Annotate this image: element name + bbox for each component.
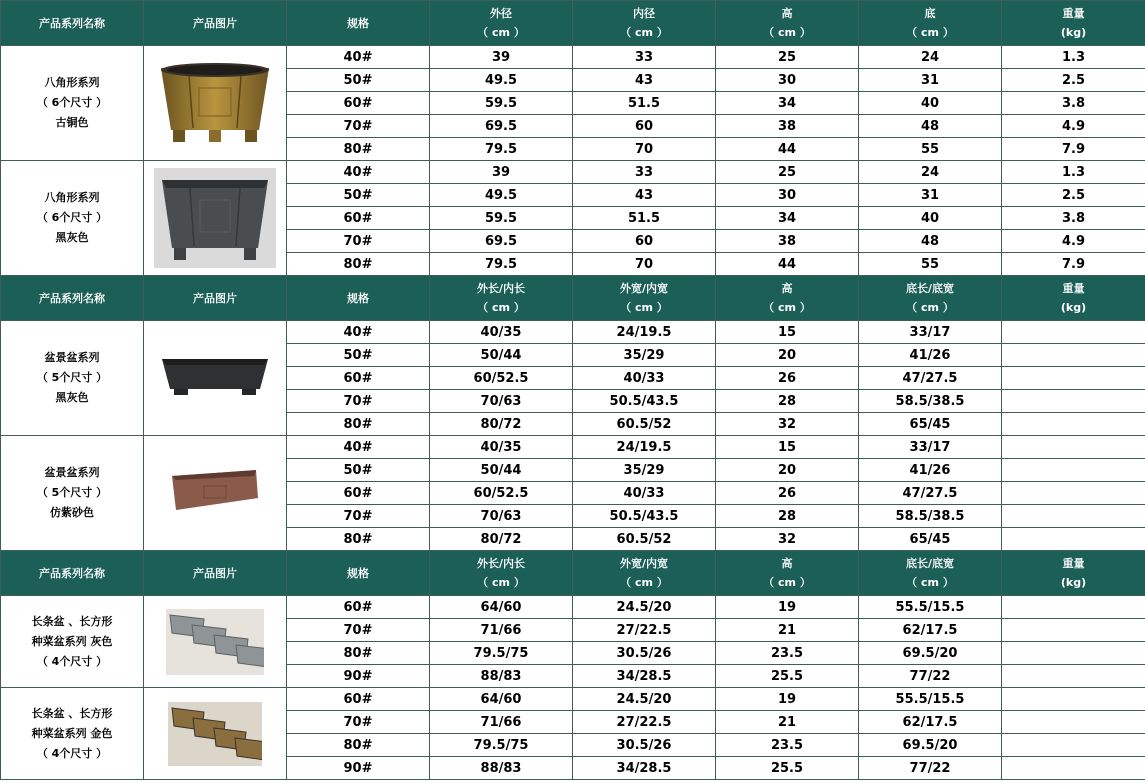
header-unit: （ cm ） [620,576,668,589]
header-cell [716,276,859,321]
cell-spec: 60# [287,367,430,390]
cell-dim-1: 79.5 [430,253,573,276]
cell-spec: 50# [287,344,430,367]
table-row [1,688,1145,711]
series-name-line: （ 6个尺寸 ） [36,96,108,109]
header-cell [573,551,716,596]
cell-spec: 80# [287,528,430,551]
cell-dim-2: 27/22.5 [573,619,716,642]
cell-base: 65/45 [859,528,1002,551]
cell-dim-1: 88/83 [430,757,573,780]
cell-base: 40 [859,92,1002,115]
cell-spec: 60# [287,596,430,619]
series-name-line: 长条盆 、长方形 [31,614,113,628]
series-name-line: 盆景盆系列 [44,351,100,364]
header-cell [573,1,716,46]
cell-spec: 70# [287,230,430,253]
header-label: 高 [781,557,793,570]
cell-height: 23.5 [716,642,859,665]
header-cell [859,276,1002,321]
series-name-cell [1,321,144,436]
cell-base: 24 [859,161,1002,184]
section-header-row [1,276,1145,321]
header-label: 外径 [490,7,512,20]
cell-height: 21 [716,711,859,734]
cell-dim-2: 43 [573,69,716,92]
octagonal-pot-gray-photo [144,161,287,276]
cell-spec: 60# [287,92,430,115]
cell-dim-1: 49.5 [430,184,573,207]
series-name-line: 八角形系列 [44,191,100,204]
cell-spec: 70# [287,505,430,528]
header-unit: （ cm ） [906,26,954,39]
cell-dim-2: 24.5/20 [573,688,716,711]
cell-weight [1002,619,1145,642]
cell-weight: 3.8 [1002,207,1145,230]
header-unit: （ cm ） [477,301,525,314]
cell-dim-1: 50/44 [430,344,573,367]
cell-spec: 70# [287,390,430,413]
cell-height: 30 [716,184,859,207]
header-unit: （ cm ） [620,26,668,39]
header-unit: (kg) [1060,26,1087,39]
cell-weight [1002,711,1145,734]
cell-base: 58.5/38.5 [859,390,1002,413]
cell-dim-1: 80/72 [430,413,573,436]
cell-dim-2: 33 [573,161,716,184]
cell-base: 77/22 [859,757,1002,780]
cell-dim-2: 51.5 [573,92,716,115]
cell-height: 38 [716,115,859,138]
cell-base: 47/27.5 [859,482,1002,505]
cell-dim-1: 59.5 [430,92,573,115]
header-cell [1002,1,1145,46]
header-label: 外宽/内宽 [619,282,669,295]
cell-dim-1: 70/63 [430,390,573,413]
cell-dim-1: 70/63 [430,505,573,528]
series-name-line: 盆景盆系列 [44,466,100,479]
cell-dim-1: 69.5 [430,230,573,253]
cell-spec: 60# [287,482,430,505]
cell-spec: 70# [287,115,430,138]
header-cell: 产品图片 [144,551,287,596]
cell-dim-2: 30.5/26 [573,734,716,757]
cell-spec: 50# [287,69,430,92]
cell-dim-2: 43 [573,184,716,207]
series-name-line: （ 4个尺寸 ） [36,654,108,668]
cell-weight [1002,436,1145,459]
cell-spec: 50# [287,459,430,482]
header-unit: （ cm ） [763,301,811,314]
header-cell: 产品系列名称 [1,276,144,321]
bonsai-pot-purple-clay-photo [144,436,287,551]
cell-weight [1002,413,1145,436]
cell-dim-2: 24/19.5 [573,321,716,344]
cell-height: 21 [716,619,859,642]
table-row [1,436,1145,459]
series-name-line: 长条盆 、长方形 [31,706,113,720]
header-unit: （ cm ） [763,576,811,589]
cell-weight: 7.9 [1002,138,1145,161]
cell-spec: 40# [287,321,430,344]
header-unit: (kg) [1060,576,1087,589]
header-unit: （ cm ） [906,576,954,589]
header-cell: 产品系列名称 [1,1,144,46]
cell-base: 33/17 [859,321,1002,344]
cell-spec: 90# [287,757,430,780]
cell-dim-1: 69.5 [430,115,573,138]
series-name-cell [1,436,144,551]
series-name-line: （ 5个尺寸 ） [36,486,108,499]
cell-base: 48 [859,115,1002,138]
cell-weight [1002,757,1145,780]
cell-dim-1: 80/72 [430,528,573,551]
cell-dim-1: 40/35 [430,321,573,344]
header-cell [573,276,716,321]
header-cell [1002,551,1145,596]
cell-base: 58.5/38.5 [859,505,1002,528]
cell-base: 47/27.5 [859,367,1002,390]
cell-spec: 40# [287,161,430,184]
cell-spec: 80# [287,253,430,276]
header-cell: 产品图片 [144,1,287,46]
cell-weight [1002,596,1145,619]
cell-dim-2: 70 [573,138,716,161]
cell-weight [1002,528,1145,551]
cell-dim-1: 64/60 [430,688,573,711]
cell-weight: 1.3 [1002,46,1145,69]
header-cell [430,551,573,596]
series-name-line: 黑灰色 [55,391,89,404]
table-row [1,161,1145,184]
cell-dim-2: 50.5/43.5 [573,390,716,413]
cell-base: 65/45 [859,413,1002,436]
cell-dim-1: 71/66 [430,619,573,642]
cell-dim-2: 27/22.5 [573,711,716,734]
header-cell [859,1,1002,46]
cell-base: 62/17.5 [859,711,1002,734]
cell-dim-1: 79.5/75 [430,734,573,757]
cell-height: 26 [716,367,859,390]
cell-dim-2: 60.5/52 [573,413,716,436]
cell-spec: 70# [287,711,430,734]
header-label: 高 [781,7,793,20]
cell-dim-1: 39 [430,46,573,69]
header-cell [430,1,573,46]
cell-weight: 7.9 [1002,253,1145,276]
cell-dim-2: 24.5/20 [573,596,716,619]
cell-dim-2: 35/29 [573,344,716,367]
cell-weight: 4.9 [1002,230,1145,253]
cell-weight: 2.5 [1002,184,1145,207]
cell-dim-2: 60 [573,115,716,138]
header-cell [716,1,859,46]
section-header-row [1,1,1145,46]
cell-height: 32 [716,528,859,551]
bonsai-pot-black-photo [144,321,287,436]
series-name-line: （ 5个尺寸 ） [36,371,108,384]
header-cell: 规格 [287,276,430,321]
cell-base: 55 [859,253,1002,276]
table-row [1,321,1145,344]
cell-base: 31 [859,69,1002,92]
cell-weight: 4.9 [1002,115,1145,138]
cell-weight: 2.5 [1002,69,1145,92]
cell-base: 33/17 [859,436,1002,459]
cell-height: 20 [716,459,859,482]
header-unit: （ cm ） [477,26,525,39]
header-label: 内径 [633,7,655,20]
cell-weight [1002,734,1145,757]
cell-base: 55 [859,138,1002,161]
cell-weight [1002,665,1145,688]
header-label: 高 [781,282,793,295]
header-label: 底长/底宽 [905,282,955,295]
cell-spec: 80# [287,138,430,161]
cell-weight: 3.8 [1002,92,1145,115]
cell-weight [1002,482,1145,505]
cell-weight [1002,642,1145,665]
cell-base: 55.5/15.5 [859,688,1002,711]
cell-dim-2: 60.5/52 [573,528,716,551]
cell-spec: 60# [287,207,430,230]
cell-height: 28 [716,505,859,528]
header-cell [859,551,1002,596]
cell-base: 40 [859,207,1002,230]
cell-height: 25.5 [716,757,859,780]
cell-height: 34 [716,207,859,230]
cell-dim-2: 50.5/43.5 [573,505,716,528]
series-name-line: 仿紫砂色 [50,506,94,519]
header-cell [1002,276,1145,321]
cell-height: 34 [716,92,859,115]
cell-height: 20 [716,344,859,367]
cell-dim-2: 35/29 [573,459,716,482]
series-name-cell [1,161,144,276]
cell-base: 69.5/20 [859,734,1002,757]
cell-dim-1: 59.5 [430,207,573,230]
cell-height: 44 [716,253,859,276]
cell-dim-1: 88/83 [430,665,573,688]
series-name-line: 黑灰色 [55,231,89,244]
cell-spec: 40# [287,46,430,69]
header-unit: (kg) [1060,301,1087,314]
cell-spec: 70# [287,619,430,642]
header-label: 底长/底宽 [905,557,955,570]
cell-weight [1002,505,1145,528]
cell-height: 25.5 [716,665,859,688]
series-name-line: 古铜色 [55,116,89,129]
cell-height: 15 [716,321,859,344]
cell-dim-1: 40/35 [430,436,573,459]
cell-dim-2: 40/33 [573,367,716,390]
cell-height: 32 [716,413,859,436]
cell-dim-1: 50/44 [430,459,573,482]
cell-dim-2: 40/33 [573,482,716,505]
cell-spec: 80# [287,734,430,757]
cell-dim-2: 34/28.5 [573,665,716,688]
cell-base: 48 [859,230,1002,253]
cell-spec: 40# [287,436,430,459]
cell-base: 69.5/20 [859,642,1002,665]
table-row [1,46,1145,69]
header-unit: （ cm ） [763,26,811,39]
cell-height: 19 [716,688,859,711]
cell-weight [1002,321,1145,344]
header-cell: 产品系列名称 [1,551,144,596]
series-name-line: 种菜盆系列 灰色 [31,634,113,648]
cell-spec: 80# [287,413,430,436]
header-unit: （ cm ） [620,301,668,314]
planter-trough-gold-photo [144,688,287,780]
series-name-cell [1,46,144,161]
cell-weight [1002,344,1145,367]
series-name-line: 种菜盆系列 金色 [31,726,113,740]
cell-height: 44 [716,138,859,161]
cell-dim-1: 71/66 [430,711,573,734]
cell-dim-1: 60/52.5 [430,367,573,390]
cell-dim-2: 24/19.5 [573,436,716,459]
cell-base: 55.5/15.5 [859,596,1002,619]
cell-height: 38 [716,230,859,253]
cell-base: 31 [859,184,1002,207]
cell-base: 24 [859,46,1002,69]
table-body [1,1,1145,780]
header-label: 外宽/内宽 [619,557,669,570]
series-name-cell [1,688,144,780]
cell-dim-1: 60/52.5 [430,482,573,505]
header-cell [716,551,859,596]
cell-height: 23.5 [716,734,859,757]
header-unit: （ cm ） [906,301,954,314]
cell-spec: 80# [287,642,430,665]
header-label: 底 [924,7,936,20]
header-cell: 规格 [287,551,430,596]
header-label: 重量 [1062,7,1085,20]
cell-dim-1: 64/60 [430,596,573,619]
series-name-cell [1,596,144,688]
cell-dim-2: 70 [573,253,716,276]
header-label: 重量 [1062,557,1085,570]
cell-weight: 1.3 [1002,161,1145,184]
series-name-line: 八角形系列 [44,76,100,89]
cell-spec: 50# [287,184,430,207]
series-name-line: （ 6个尺寸 ） [36,211,108,224]
cell-dim-2: 30.5/26 [573,642,716,665]
cell-height: 15 [716,436,859,459]
header-cell: 产品图片 [144,276,287,321]
cell-weight [1002,390,1145,413]
cell-height: 25 [716,46,859,69]
cell-height: 26 [716,482,859,505]
header-label: 外长/内长 [476,282,526,295]
cell-base: 62/17.5 [859,619,1002,642]
cell-dim-1: 79.5/75 [430,642,573,665]
octagonal-pot-bronze-photo [144,46,287,161]
header-cell: 规格 [287,1,430,46]
cell-height: 19 [716,596,859,619]
section-header-row [1,551,1145,596]
cell-dim-2: 51.5 [573,207,716,230]
cell-height: 30 [716,69,859,92]
header-label: 重量 [1062,282,1085,295]
table-row [1,596,1145,619]
header-cell [430,276,573,321]
cell-weight [1002,459,1145,482]
header-label: 外长/内长 [476,557,526,570]
cell-height: 28 [716,390,859,413]
header-unit: （ cm ） [477,576,525,589]
cell-height: 25 [716,161,859,184]
cell-base: 41/26 [859,344,1002,367]
cell-dim-1: 39 [430,161,573,184]
cell-dim-2: 34/28.5 [573,757,716,780]
cell-weight [1002,688,1145,711]
cell-dim-1: 79.5 [430,138,573,161]
cell-weight [1002,367,1145,390]
cell-spec: 90# [287,665,430,688]
cell-dim-1: 49.5 [430,69,573,92]
cell-dim-2: 60 [573,230,716,253]
cell-base: 41/26 [859,459,1002,482]
cell-base: 77/22 [859,665,1002,688]
cell-dim-2: 33 [573,46,716,69]
series-name-line: （ 4个尺寸 ） [36,746,108,760]
cell-spec: 60# [287,688,430,711]
planter-trough-gray-photo [144,596,287,688]
